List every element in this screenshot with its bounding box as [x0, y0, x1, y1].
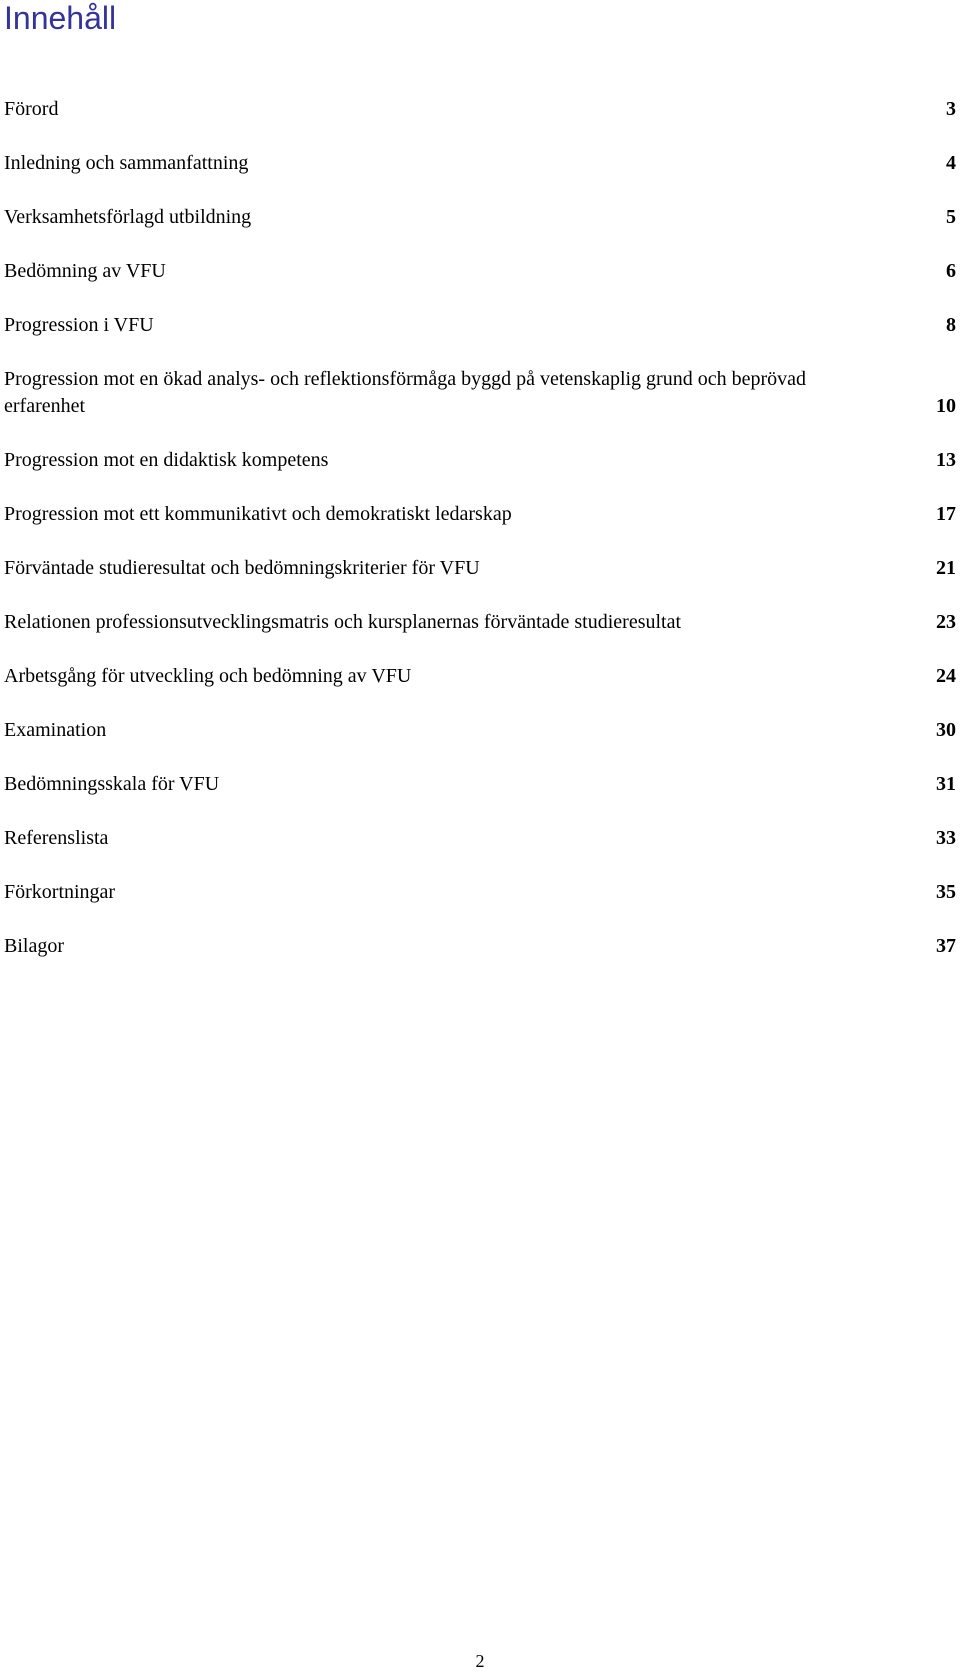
- toc-entry-label: Progression mot en didaktisk kompetens: [4, 449, 329, 471]
- toc-entry-page: 23: [936, 611, 956, 633]
- toc-entry-relationen[interactable]: [4, 609, 956, 636]
- toc-entry-label: Examination: [4, 719, 107, 741]
- toc-entry-referenslista[interactable]: [4, 825, 956, 852]
- toc-entry-page: 5: [946, 206, 956, 228]
- toc-entry-page: 6: [946, 260, 956, 282]
- toc-entry-label: Progression mot ett kommunikativt och demokratiskt ledarskap: [4, 503, 512, 525]
- toc-entry-page: 33: [936, 827, 956, 849]
- toc-entry-label: Inledning och sammanfattning: [4, 152, 249, 174]
- toc-entry-page: 31: [936, 773, 956, 795]
- toc-entry-label: Förväntade studieresultat och bedömningskriterier för VFU: [4, 557, 480, 579]
- toc-entry-verksamhetsforlagd[interactable]: [4, 204, 956, 231]
- toc-entry-bedomning[interactable]: [4, 258, 956, 285]
- toc-entry-page: 30: [936, 719, 956, 741]
- toc-entry-forkortningar[interactable]: [4, 879, 956, 906]
- toc-entry-page: 13: [936, 449, 956, 471]
- toc-entry-page: 21: [936, 557, 956, 579]
- toc-entry-label: Bedömningsskala för VFU: [4, 773, 220, 795]
- toc-entry-page: 8: [946, 314, 956, 336]
- toc-entry-label: Relationen professionsutvecklingsmatris och kursplanernas förväntade studieresultat: [4, 611, 682, 633]
- toc-entry-label: Bilagor: [4, 935, 64, 957]
- toc-entry-forord[interactable]: [4, 96, 956, 123]
- toc-entry-label: Referenslista: [4, 827, 109, 849]
- toc-entry-label: Progression mot en ökad analys- och reflektionsförmåga byggd på vetenskaplig grund och beprövad erfarenhet: [4, 368, 807, 417]
- toc-entry-bilagor[interactable]: [4, 933, 956, 960]
- toc-entry-page: 4: [946, 152, 956, 174]
- toc-entry-page: 17: [936, 503, 956, 525]
- toc-entry-arbetsgang[interactable]: [4, 663, 956, 690]
- toc-entry-label: Verksamhetsförlagd utbildning: [4, 206, 252, 228]
- toc-entry-progression-didaktisk[interactable]: [4, 447, 956, 474]
- toc-entry-page: 10: [936, 395, 956, 417]
- toc-entry-progression-vfu[interactable]: [4, 312, 956, 339]
- page-number: 2: [475, 1651, 485, 1671]
- toc-entry-forvantade[interactable]: [4, 555, 956, 582]
- toc-entry-page: 35: [936, 881, 956, 903]
- toc-entry-examination[interactable]: [4, 717, 956, 744]
- toc-entry-page: 3: [946, 98, 956, 120]
- toc-entry-page: 37: [936, 935, 956, 957]
- toc-entry-label: Progression i VFU: [4, 314, 154, 336]
- toc-entry-bedomningsskala[interactable]: [4, 771, 956, 798]
- toc-entry-progression-analys[interactable]: [4, 366, 956, 420]
- toc-entry-label: Bedömning av VFU: [4, 260, 166, 282]
- page-title: Innehåll: [4, 0, 117, 36]
- toc-entry-page: 24: [936, 665, 956, 687]
- toc-entry-label: Förord: [4, 98, 59, 120]
- toc-entry-progression-ledarskap[interactable]: [4, 501, 956, 528]
- toc-entry-label: Arbetsgång för utveckling och bedömning av VFU: [4, 665, 412, 687]
- toc-entry-label: Förkortningar: [4, 881, 116, 903]
- toc-entry-inledning[interactable]: [4, 150, 956, 177]
